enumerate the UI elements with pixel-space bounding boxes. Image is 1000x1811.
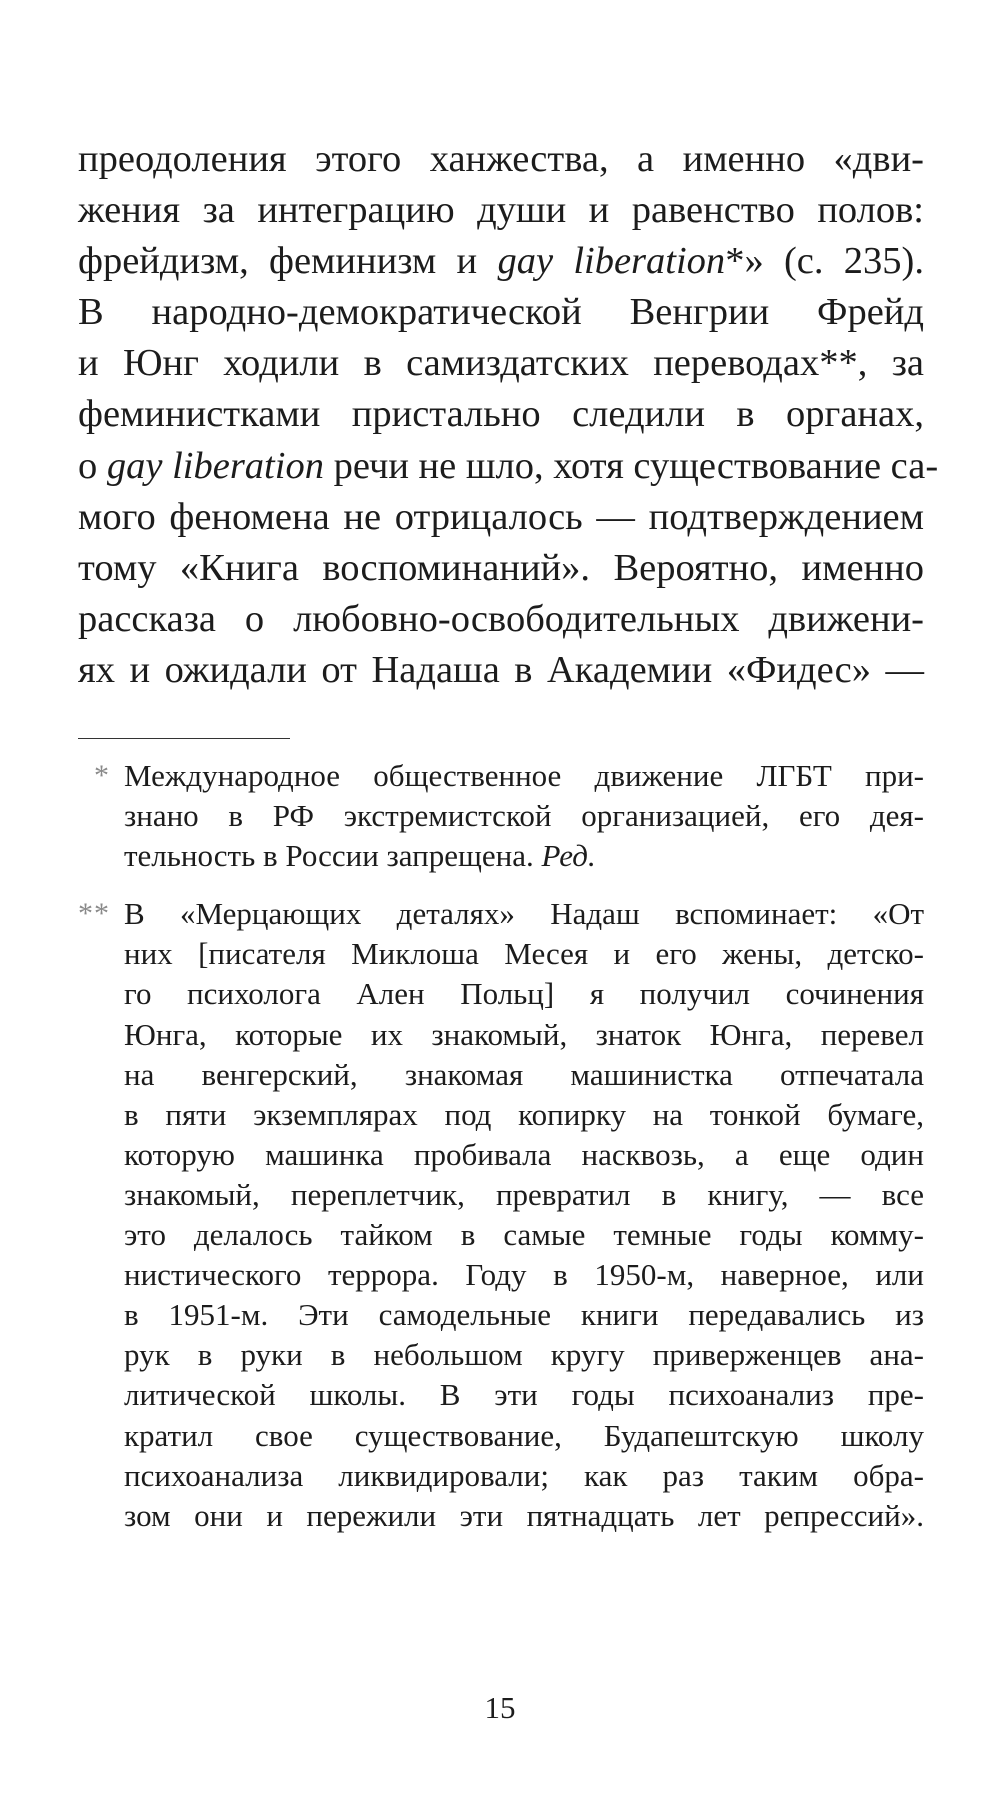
footnote-line: В «Мерцающих деталях» Надаш вспоминает: «От [124,896,924,932]
footnote-line: в пяти экземплярах под копирку на тонкой бумаге, [124,1096,924,1132]
footnote-line: литической школы. В эти годы психоанализ пре- [124,1377,924,1413]
footnote-line: психоанализа ликвидировали; как раз таким обра- [124,1457,924,1493]
main-text [78,134,939,696]
footnote-mark: ** [78,897,110,931]
body-line [78,441,939,492]
body-line: мого феномена не отрицалось — подтверждением [78,495,924,538]
footnote-line: них [писателя Миклоша Месея и его жены, детско- [124,936,924,972]
body-line: феминистками пристально следили в органах, [78,393,924,436]
footnote-line: рук в руки в небольшом кругу приверженцев ана- [124,1337,924,1373]
body-line: тому «Книга воспоминаний». Вероятно, именно [78,546,924,589]
footnote-1 [78,756,924,876]
footnote-line: кратил свое существование, Будапештскую школу [124,1417,924,1453]
gay-liberation-term: gay liberation [106,444,324,487]
body-line-text: о [78,444,98,487]
footnote-line: на венгерский, знакомая машинистка отпечатала [124,1056,924,1092]
body-line-text: фрейдизм, феминизм и [78,240,478,283]
body-line-tail: речи не шло, хотя существование са- [323,444,939,487]
footnote-line: нистического террора. Году в 1950-м, наверное, или [124,1257,924,1293]
body-line: и Юнг ходили в самиздатских переводах**, за [78,342,924,385]
body-line: ях и ожидали от Надаша в Академии «Фидес» — [78,648,924,691]
page-number: 15 [484,1690,516,1725]
footnote-line: в 1951-м. Эти самодельные книги передавались из [124,1297,924,1333]
footnote-2 [78,894,924,1536]
body-line: В народно-демократической Венгрии Фрейд [78,291,924,334]
body-line [78,236,924,287]
footnote-line: которую машинка пробивала насквозь, а еще один [124,1136,924,1172]
body-line: преодоления этого ханжества, а именно «дви- [78,138,924,180]
editor-note: Ред. [541,838,596,874]
footnote-divider [78,738,290,739]
body-line: жения за интеграцию души и равенство полов: [78,189,924,232]
footnote-line-text: тельность в России запрещена. [124,838,534,874]
footnote-line: Международное общественное движение ЛГБТ при- [124,758,924,793]
footnote-mark: * [94,759,110,792]
footnote-ref-tail: *» (с. 235). [725,240,924,283]
footnote-line [124,836,924,876]
footnotes [78,756,924,1554]
gay-liberation-term: gay liberation [497,240,726,283]
footnote-line: Юнга, которые их знакомый, знаток Юнга, перевел [124,1016,924,1052]
body-line: рассказа о любовно-освободительных движени- [78,597,924,640]
footnote-line: знакомый, переплетчик, превратил в книгу, — все [124,1176,924,1212]
footnote-line: это делалось тайком в самые темные годы комму- [124,1217,924,1253]
footnote-line: знано в РФ экстремистской организацией, его дея- [124,798,924,834]
footnote-line: зом они и пережили эти пятнадцать лет репрессий». [124,1497,924,1533]
footnote-line: го психолога Ален Польц] я получил сочинения [124,976,924,1012]
